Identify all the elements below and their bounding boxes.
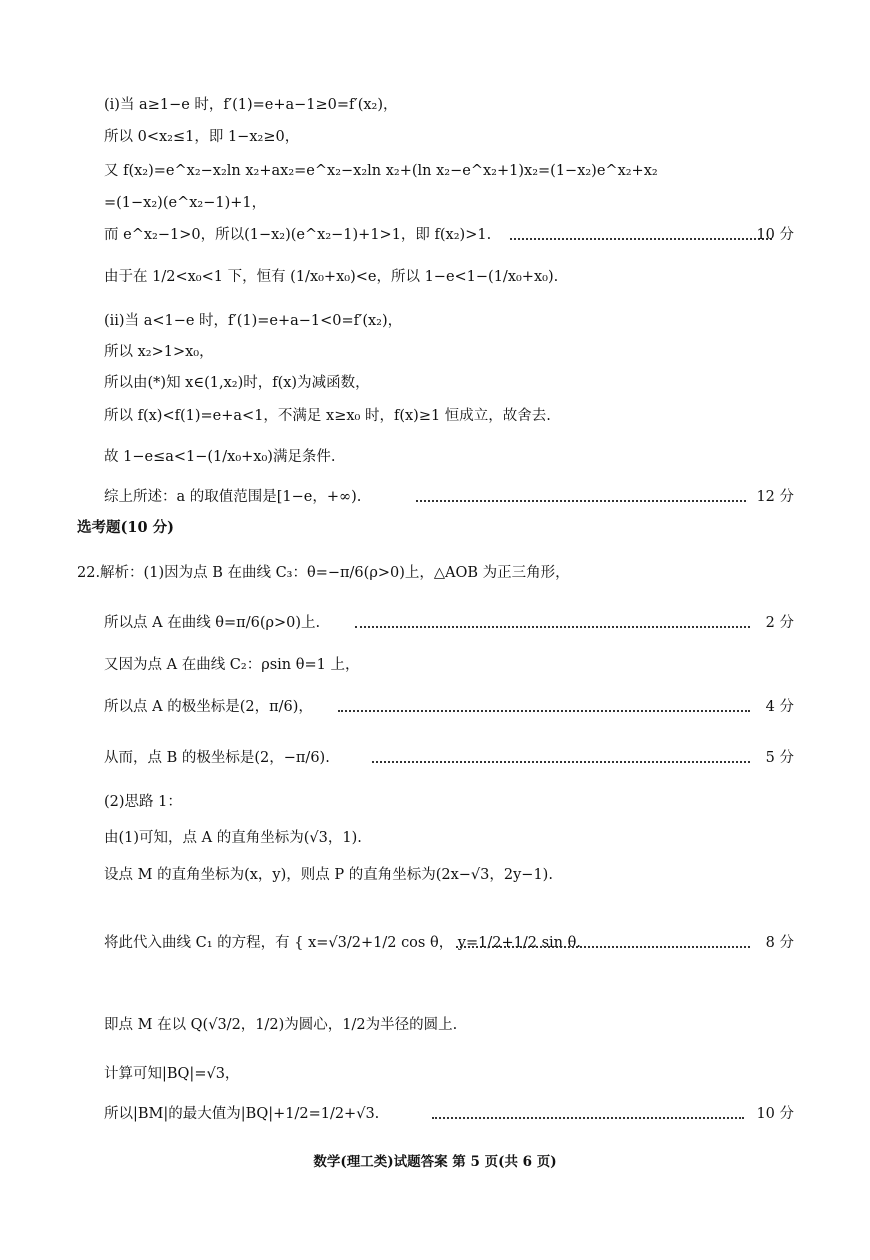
score-label: 12 分 [756,489,794,505]
leader-dots [432,1115,744,1119]
text-line: 而 e^x₂−1>0，所以(1−x₂)(e^x₂−1)+1>1，即 f(x₂)>1. [104,227,492,243]
text-line: 所以 f(x)<f(1)=e+a<1，不满足 x≥x₀ 时，f(x)≥1 恒成立，故舍去. [104,408,551,424]
text-line: 又 f(x₂)=e^x₂−x₂ln x₂+ax₂=e^x₂−x₂ln x₂+(ln x₂−e^x₂+1)x₂=(1−x₂)e^x₂+x₂ [104,163,658,179]
text-line: 将此代入曲线 C₁ 的方程，有 { x=√3/2+1/2 cos θ， y=1/2+1/2 sin θ. [104,935,581,951]
text-line: 从而，点 B 的极坐标是(2，−π/6). [104,750,330,766]
text-line: 由(1)可知，点 A 的直角坐标为(√3，1). [104,830,362,846]
text-line: 由于在 1/2<x₀<1 下，恒有 (1/x₀+x₀)<e，所以 1−e<1−(1/x₀+x₀). [104,269,559,285]
score-label: 5 分 [765,750,794,766]
leader-dots [416,498,746,502]
page-footer: 数学(理工类)试题答案 第 5 页(共 6 页) [313,1154,557,1170]
text-line: 所以点 A 的极坐标是(2，π/6)， [104,699,313,715]
text-line: 计算可知|BQ|=√3， [104,1066,240,1082]
leader-dots [510,236,772,240]
score-label: 4 分 [765,699,794,715]
text-line: (2)思路 1： [104,794,182,810]
score-label: 8 分 [765,935,794,951]
text-line: 22.解析：(1)因为点 B 在曲线 C₃：θ=−π/6(ρ>0)上，△AOB 为正三角形， [77,565,570,581]
text-line: 所以 0<x₂≤1，即 1−x₂≥0， [104,129,300,145]
score-label: 10 分 [756,227,794,243]
leader-dots [338,708,750,712]
text-line: (ⅱ)当 a<1−e 时，f′(1)=e+a−1<0=f′(x₂)， [104,313,403,329]
text-line: 综上所述：a 的取值范围是[1−e，+∞). [104,489,362,505]
text-line: 所以 x₂>1>x₀， [104,344,214,360]
text-line: 所以|BM|的最大值为|BQ|+1/2=1/2+√3. [104,1106,380,1122]
text-line: 所以点 A 在曲线 θ=π/6(ρ>0)上. [104,615,321,631]
text-line: 设点 M 的直角坐标为(x，y)，则点 P 的直角坐标为(2x−√3，2y−1). [104,867,553,883]
text-line: 所以由(*)知 x∈(1,x₂)时，f(x)为减函数， [104,375,370,391]
leader-dots [372,759,750,763]
score-label: 10 分 [756,1106,794,1122]
text-line: (ⅰ)当 a≥1−e 时，f′(1)=e+a−1≥0=f′(x₂)， [104,97,398,113]
leader-dots [456,944,750,948]
text-line: 又因为点 A 在曲线 C₂：ρsin θ=1 上， [104,657,360,673]
text-line: =(1−x₂)(e^x₂−1)+1， [104,195,267,211]
score-label: 2 分 [765,615,794,631]
leader-dots [355,624,750,628]
text-line: 故 1−e≤a<1−(1/x₀+x₀)满足条件. [104,449,336,465]
section-heading: 选考题(10 分) [77,519,174,536]
text-line: 即点 M 在以 Q(√3/2，1/2)为圆心，1/2为半径的圆上. [104,1017,458,1033]
